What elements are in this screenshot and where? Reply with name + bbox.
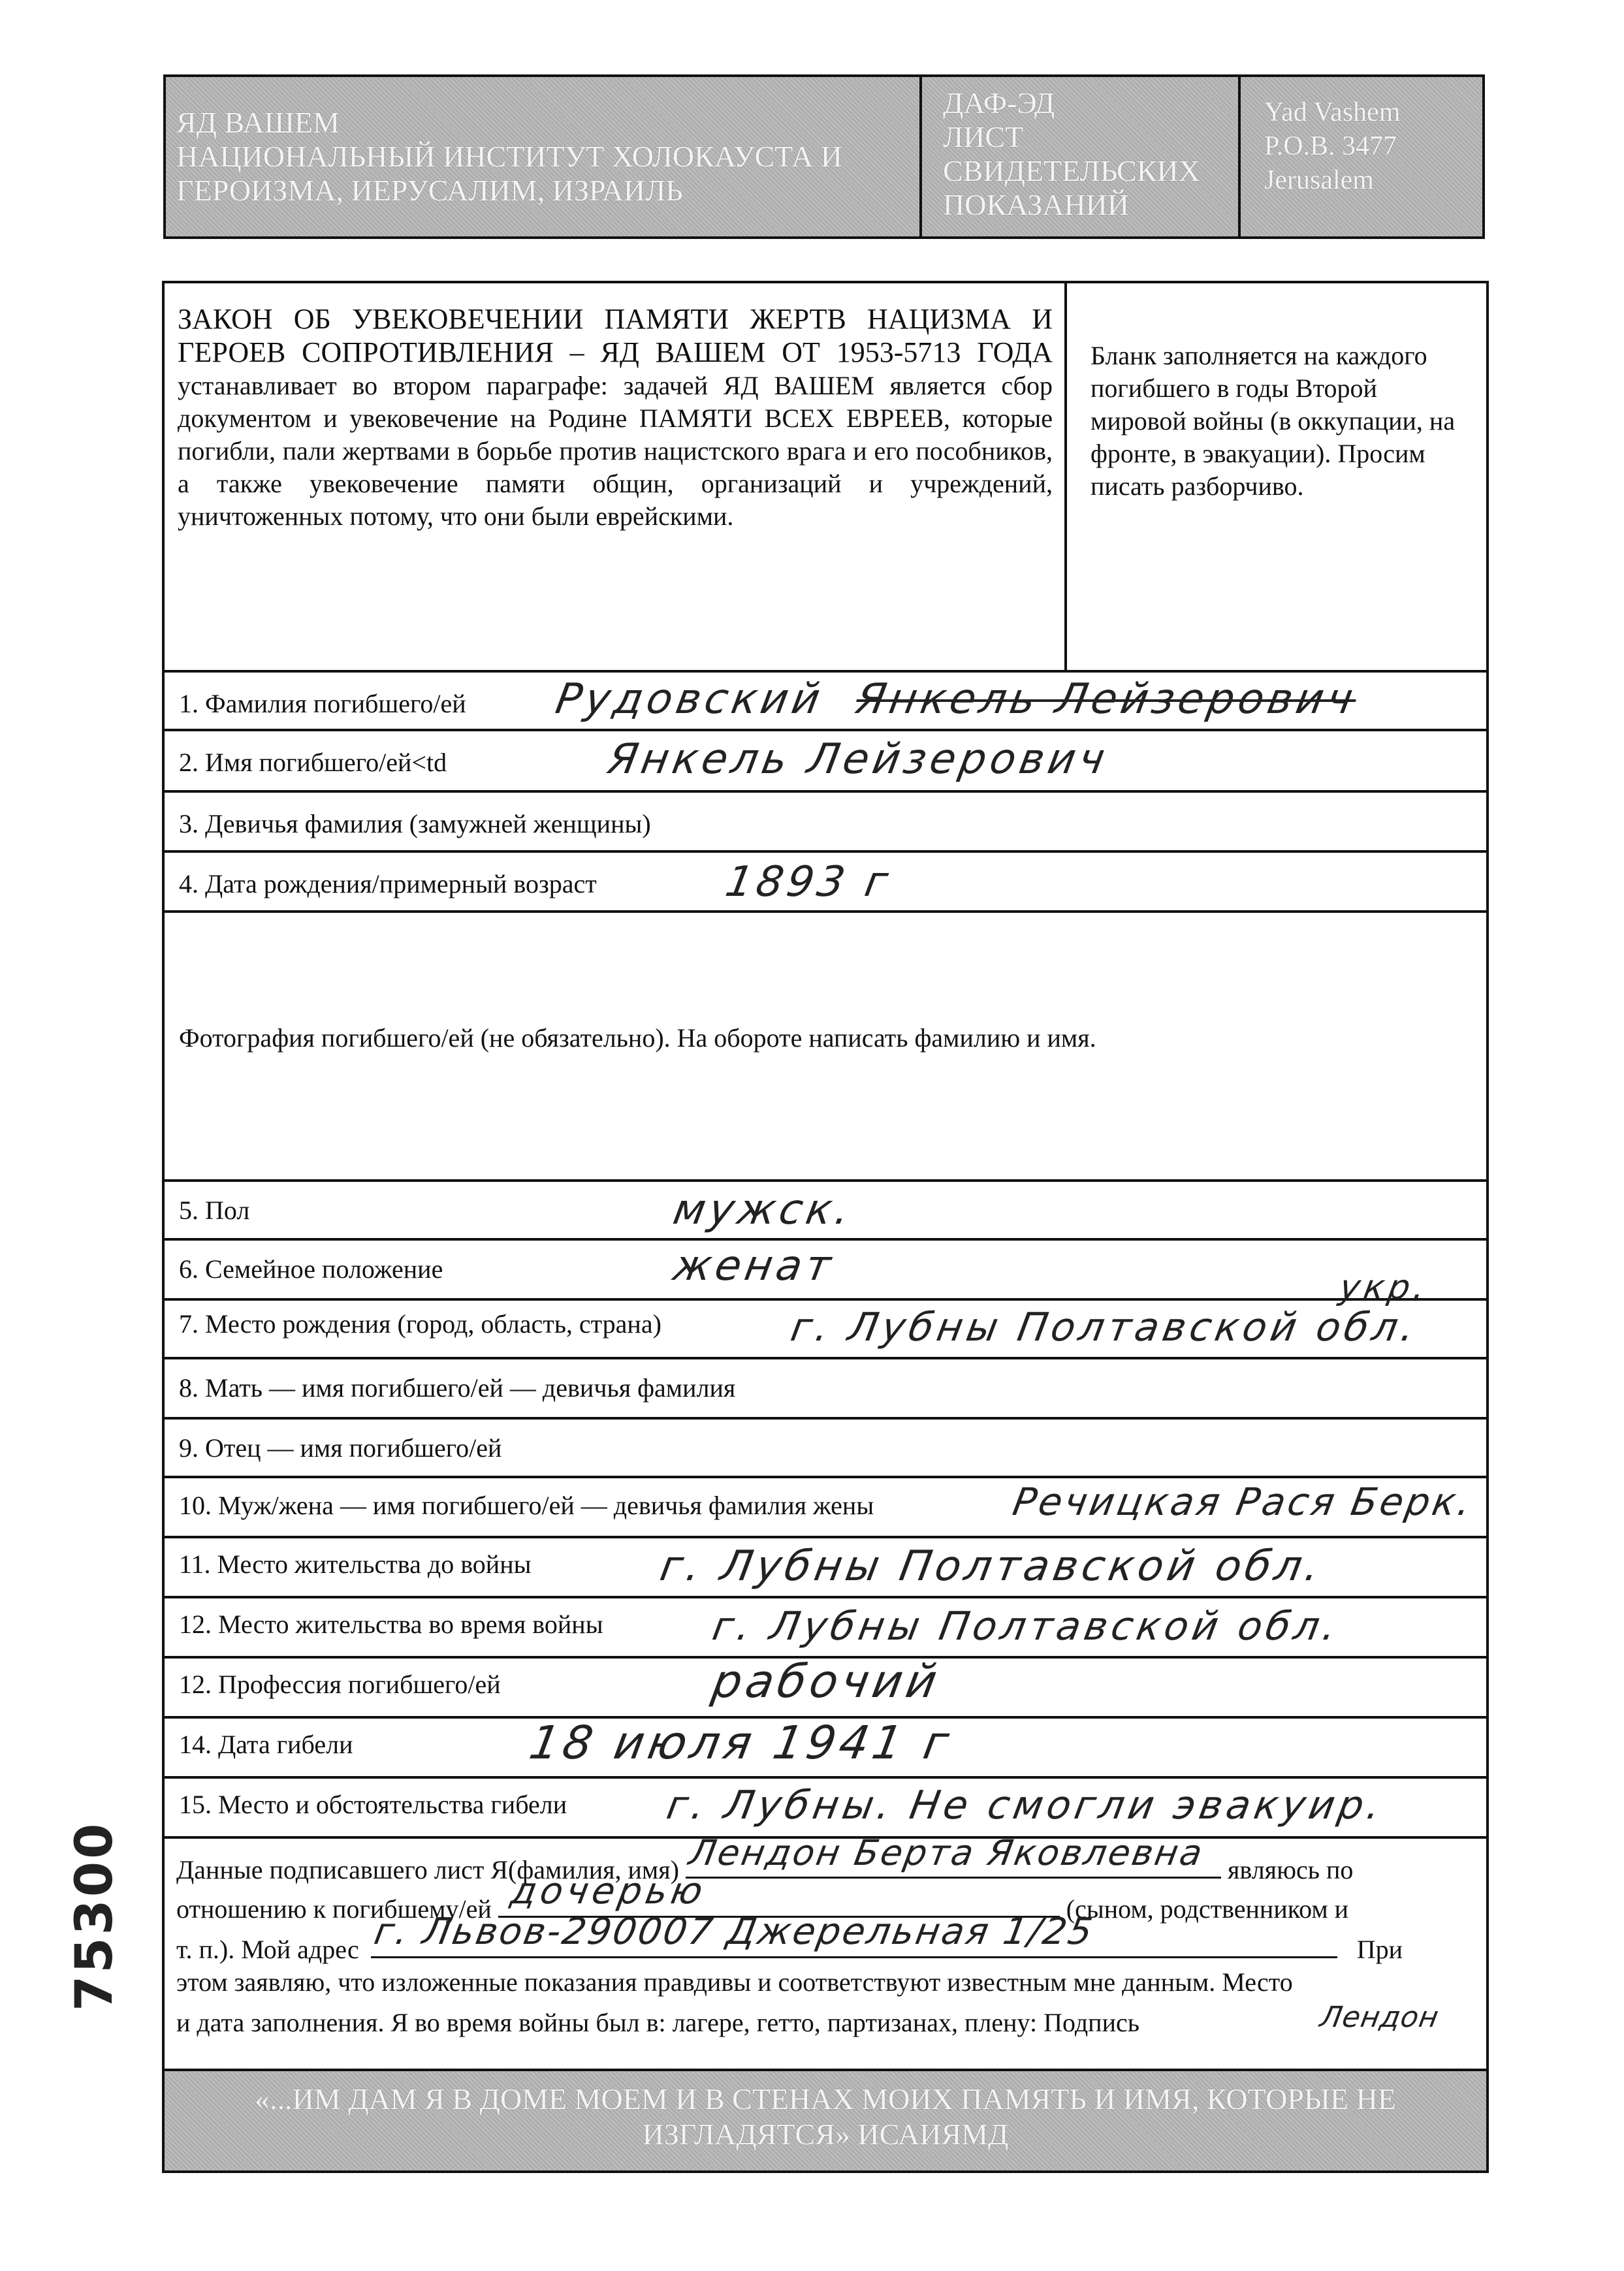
struck-out-name: Янкель Лейзерович — [852, 675, 1361, 723]
handwritten-sex: мужск. — [669, 1186, 857, 1234]
field-label: 6. Семейное положение — [179, 1254, 443, 1284]
field-label: 5. Пол — [179, 1196, 250, 1225]
handwritten-spouse: Речицкая Рася Берк. — [1010, 1480, 1477, 1524]
header-divider — [919, 77, 922, 236]
signer-text: Данные подписавшего лист Я(фамилия, имя) — [176, 1855, 679, 1884]
field-mother[interactable] — [162, 1359, 1489, 1420]
photo-area[interactable] — [162, 913, 1489, 1182]
field-label: 14. Дата гибели — [179, 1730, 353, 1759]
handwritten-birth-date: 1893 г — [722, 858, 896, 906]
handwritten-marital-status: женат — [669, 1242, 838, 1290]
field-spouse[interactable] — [162, 1478, 1489, 1538]
field-death-place[interactable] — [162, 1779, 1489, 1839]
header-divider — [1238, 77, 1241, 236]
field-birth-date[interactable] — [162, 853, 1489, 913]
signer-text: т. п.). Мой адрес — [176, 1935, 359, 1964]
field-label: 3. Девичья фамилия (замужней женщины) — [179, 809, 651, 838]
field-label: 8. Мать — имя погибшего/ей — девичья фамилия — [179, 1373, 736, 1403]
handwritten-country-note: укр. — [1336, 1268, 1433, 1307]
field-label: 1. Фамилия погибшего/ей — [179, 689, 466, 718]
handwritten-address: г. Львов-290007 Джерельная 1/25 — [371, 1911, 1098, 1953]
field-wartime-residence[interactable] — [162, 1598, 1489, 1659]
field-label: 12. Профессия погибшего/ей — [179, 1670, 501, 1699]
photo-label: Фотография погибшего/ей (не обязательно). На обороте написать фамилию и имя. — [179, 1023, 1096, 1053]
field-label: 2. Имя погибшего/ей<td — [179, 748, 447, 777]
signer-line-4: этом заявляю, что изложенные показания правдивы и соответствуют известным мне данным. Место — [176, 1967, 1293, 1997]
field-profession[interactable] — [162, 1655, 1489, 1719]
law-text: ЗАКОН ОБ УВЕКОВЕЧЕНИИ ПАМЯТИ ЖЕРТВ НАЦИЗМА И ГЕРОЕВ СОПРОТИВЛЕНИЯ – ЯД ВАШЕМ ОТ 1953-5713 ГОДА устанавливает во втором параграфе: задачей ЯД ВАШЕМ является сбор документом и увековечение на Родине ПАМЯТИ ВСЕХ ЕВРЕЕВ, которые погибли, пали жертвами в борьбе против нацистского врага и его пособников, а также увековечение памяти общин, организаций и учреждений, уничтоженных потому, что они были еврейскими. — [178, 303, 1053, 531]
signer-text: являюсь по — [1227, 1855, 1354, 1884]
handwritten-death-place: г. Лубны. Не смогли эвакуир. — [663, 1783, 1388, 1828]
handwritten-first-name: Янкель Лейзерович — [604, 735, 1113, 784]
handwritten-signer-name: Лендон Берта Яковлевна — [686, 1832, 1207, 1873]
field-prewar-residence[interactable] — [162, 1538, 1489, 1598]
field-label: 10. Муж/жена — имя погибшего/ей — девичья фамилия жены — [179, 1491, 874, 1520]
footer-quote-bar — [162, 2071, 1489, 2173]
field-father[interactable] — [162, 1420, 1489, 1478]
handwritten-death-date: 18 июля 1941 г — [525, 1716, 957, 1770]
instructions-text: Бланк заполняется на каждого погибшего в годы Второй мировой войны (в оккупации, на фронте, в эвакуации). Просим писать разборчиво. — [1091, 341, 1456, 501]
org-name: ЯД ВАШЕМ НАЦИОНАЛЬНЫЙ ИНСТИТУТ ХОЛОКАУСТА И ГЕРОИЗМА, ИЕРУСАЛИМ, ИЗРАИЛЬ — [176, 106, 842, 207]
signer-text: (сыном, родственником и — [1066, 1894, 1349, 1924]
law-divider — [1064, 283, 1067, 670]
address-field[interactable] — [371, 1911, 1337, 1958]
handwritten-relation: дочерью — [507, 1870, 710, 1913]
signature: Лендон — [1317, 2001, 1442, 2034]
field-label: 4. Дата рождения/примерный возраст — [179, 869, 597, 898]
field-marital-status[interactable] — [162, 1241, 1489, 1301]
signer-text: При — [1356, 1935, 1403, 1964]
field-maiden-name[interactable] — [162, 793, 1489, 853]
signer-text: отношению к погибшему/ей — [176, 1894, 492, 1924]
header-bar — [163, 74, 1485, 239]
field-label: 12. Место жительства во время войны — [179, 1610, 603, 1639]
field-label: 7. Место рождения (город, область, страна) — [179, 1309, 661, 1339]
field-label: 15. Место и обстоятельства гибели — [179, 1790, 567, 1819]
footer-quote: «...ИМ ДАМ Я В ДОМЕ МОЕМ И В СТЕНАХ МОИХ ПАМЯТЬ И ИМЯ, КОТОРЫЕ НЕ ИЗГЛАДЯТСЯ» ИСАИЯМД — [255, 2082, 1396, 2151]
form-title: ДАФ-ЭД ЛИСТ СВИДЕТЕЛЬСКИХ ПОКАЗАНИЙ — [943, 86, 1200, 221]
signer-section — [162, 1832, 1489, 2071]
field-sex[interactable] — [162, 1182, 1489, 1241]
handwritten-birth-place: г. Лубны Полтавской обл. — [787, 1305, 1422, 1350]
field-death-date[interactable] — [162, 1716, 1489, 1779]
signer-line-3 — [176, 1911, 1482, 1965]
law-box — [162, 281, 1489, 673]
handwritten-profession: рабочий — [708, 1655, 945, 1708]
field-first-name[interactable] — [162, 731, 1489, 793]
handwritten-wartime-residence: г. Лубны Полтавской обл. — [709, 1604, 1344, 1649]
handwritten-surname: Рудовский — [552, 675, 828, 723]
signer-name-field[interactable] — [686, 1832, 1221, 1879]
field-label: 11. Место жительства до войны — [179, 1549, 532, 1579]
field-surname[interactable] — [162, 673, 1489, 731]
archive-number-note: 75300 — [65, 1820, 124, 2011]
address-block: Yad Vashem P.O.B. 3477 Jerusalem — [1264, 97, 1401, 195]
signer-line-5: и дата заполнения. Я во время войны был в: лагере, гетто, партизанах, плену: Подпись — [176, 2008, 1139, 2037]
field-label: 9. Отец — имя погибшего/ей — [179, 1433, 502, 1463]
handwritten-prewar-residence: г. Лубны Полтавской обл. — [656, 1542, 1328, 1591]
signer-line-1 — [176, 1832, 1482, 1886]
